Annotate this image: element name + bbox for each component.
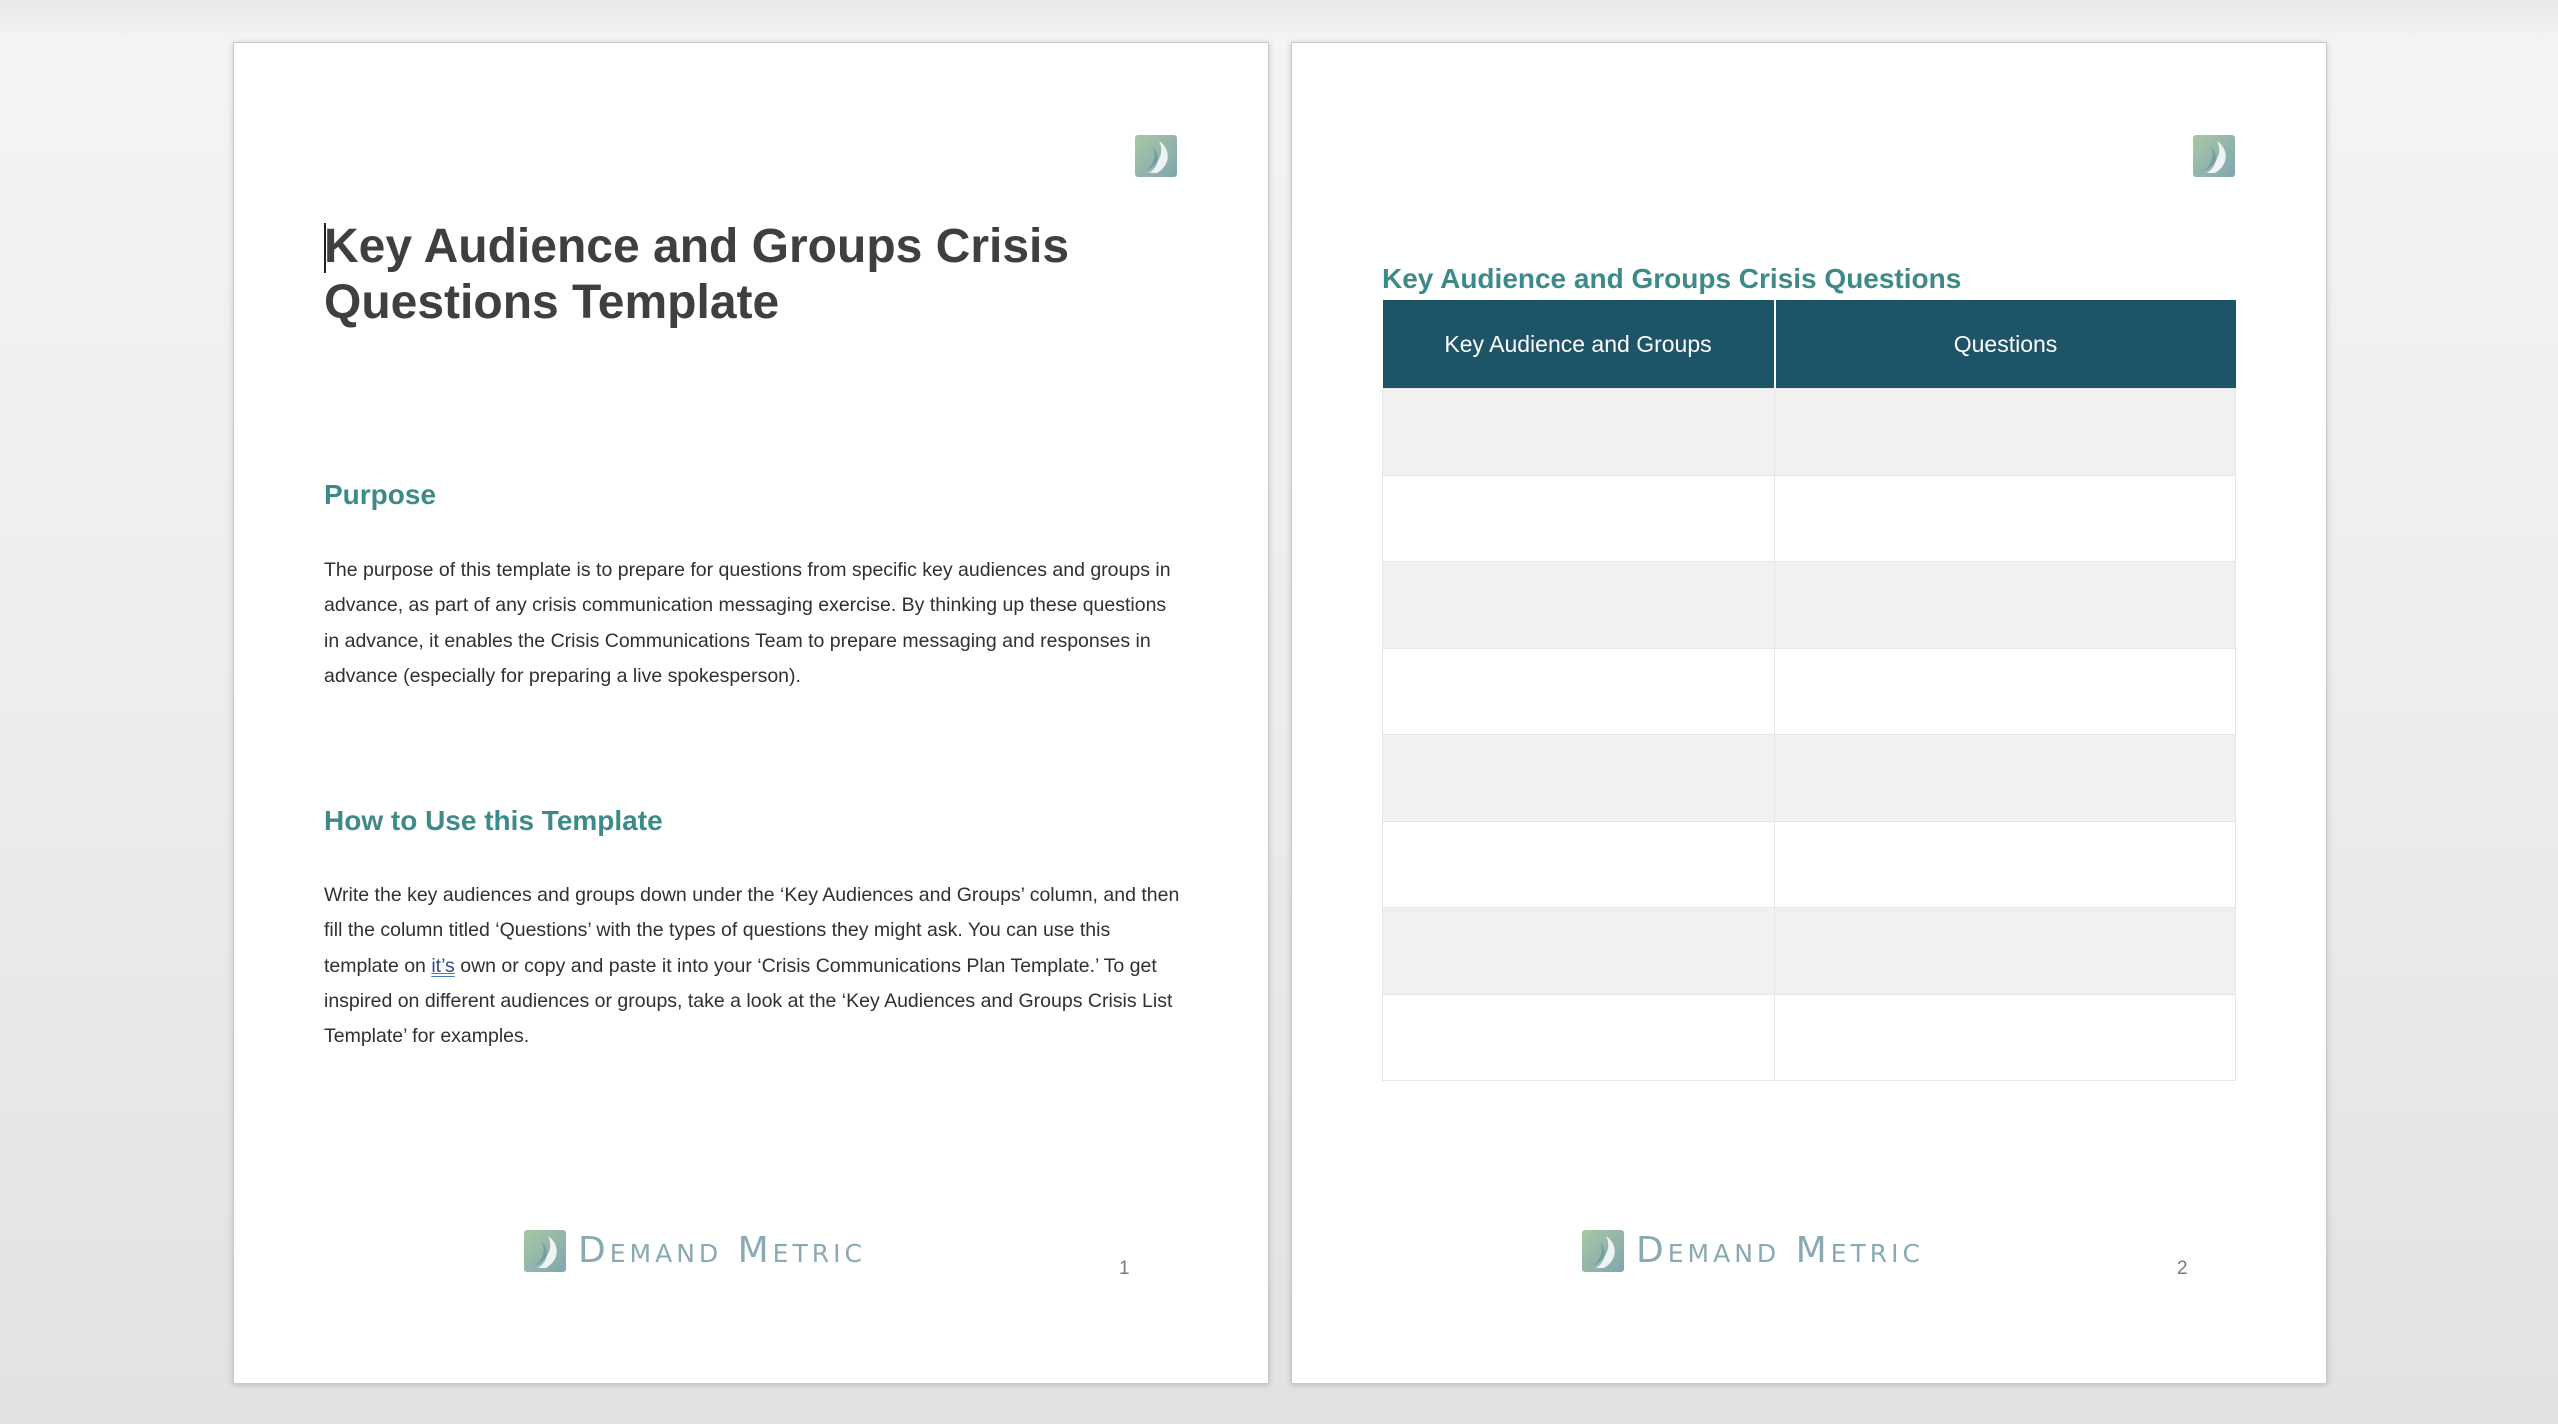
table-cell[interactable]: [1775, 475, 2236, 562]
table-cell[interactable]: [1383, 562, 1775, 649]
table-row: [1383, 475, 2236, 562]
table-cell[interactable]: [1383, 475, 1775, 562]
footer-brand-logo: [1582, 1230, 1924, 1272]
column-header-questions[interactable]: Questions: [1775, 300, 2236, 389]
table-cell[interactable]: [1775, 648, 2236, 735]
table-row: [1383, 994, 2236, 1081]
page-number: 1: [1119, 1258, 1130, 1279]
questions-table: [1382, 300, 2236, 1081]
table-cell[interactable]: [1383, 821, 1775, 908]
how-to-text-part-2: own or copy and paste it into your ‘Crisis Communications Plan Template.’ To get inspired on different audiences or groups, take a look at the ‘Key Audiences and Groups Crisis List Template’ for examples.: [324, 954, 1173, 1048]
how-to-text-part-1: Write the key audiences and groups down under the ‘Key Audiences and Groups’ column, and then fill the column titled ‘Questions’ with the types of questions they might ask. You can use this template on: [324, 884, 1180, 977]
table-row: [1383, 735, 2236, 822]
table-cell[interactable]: [1383, 648, 1775, 735]
demand-metric-logo-icon: [2193, 135, 2235, 177]
demand-metric-logo-icon: [1135, 135, 1177, 177]
table-cell[interactable]: [1775, 908, 2236, 995]
brand-name: Demand Metric: [1636, 1230, 1924, 1271]
table-cell[interactable]: [1775, 821, 2236, 908]
table-cell[interactable]: [1775, 389, 2236, 476]
table-heading[interactable]: Key Audience and Groups Crisis Questions: [1382, 263, 1962, 294]
table-row: [1383, 648, 2236, 735]
table-row: [1383, 821, 2236, 908]
purpose-paragraph[interactable]: The purpose of this template is to prepare for questions from specific key audiences and groups in advance, as part of any crisis communication messaging exercise. By thinking up these questions in advance, it enables the Crisis Communications Team to prepare messaging and responses in advance (especially for preparing a live spokesperson).: [324, 559, 1171, 687]
table-cell[interactable]: [1775, 562, 2236, 649]
demand-metric-logo-icon: [524, 1230, 566, 1272]
table-cell[interactable]: [1383, 908, 1775, 995]
how-to-heading[interactable]: How to Use this Template: [324, 805, 663, 836]
table-row: [1383, 908, 2236, 995]
table-row: [1383, 389, 2236, 476]
document-title[interactable]: Key Audience and Groups Crisis Questions Template: [324, 220, 1070, 329]
how-to-paragraph[interactable]: [324, 878, 1184, 1054]
page-number: 2: [2177, 1258, 2188, 1279]
document-page-2: [1291, 42, 2327, 1384]
table-cell[interactable]: [1775, 994, 2236, 1081]
table-cell[interactable]: [1775, 735, 2236, 822]
brand-name: Demand Metric: [578, 1230, 866, 1271]
purpose-heading[interactable]: Purpose: [324, 479, 437, 510]
column-header-audience[interactable]: Key Audience and Groups: [1383, 300, 1775, 389]
table-row: [1383, 562, 2236, 649]
table-cell[interactable]: [1383, 735, 1775, 822]
footer-brand-logo: [524, 1230, 866, 1272]
table-cell[interactable]: [1383, 389, 1775, 476]
document-page-1: [233, 42, 1269, 1384]
table-cell[interactable]: [1383, 994, 1775, 1081]
demand-metric-logo-icon: [1582, 1230, 1624, 1272]
table-header-row: [1383, 300, 2236, 389]
spelling-flagged-word[interactable]: it’s: [431, 954, 455, 977]
